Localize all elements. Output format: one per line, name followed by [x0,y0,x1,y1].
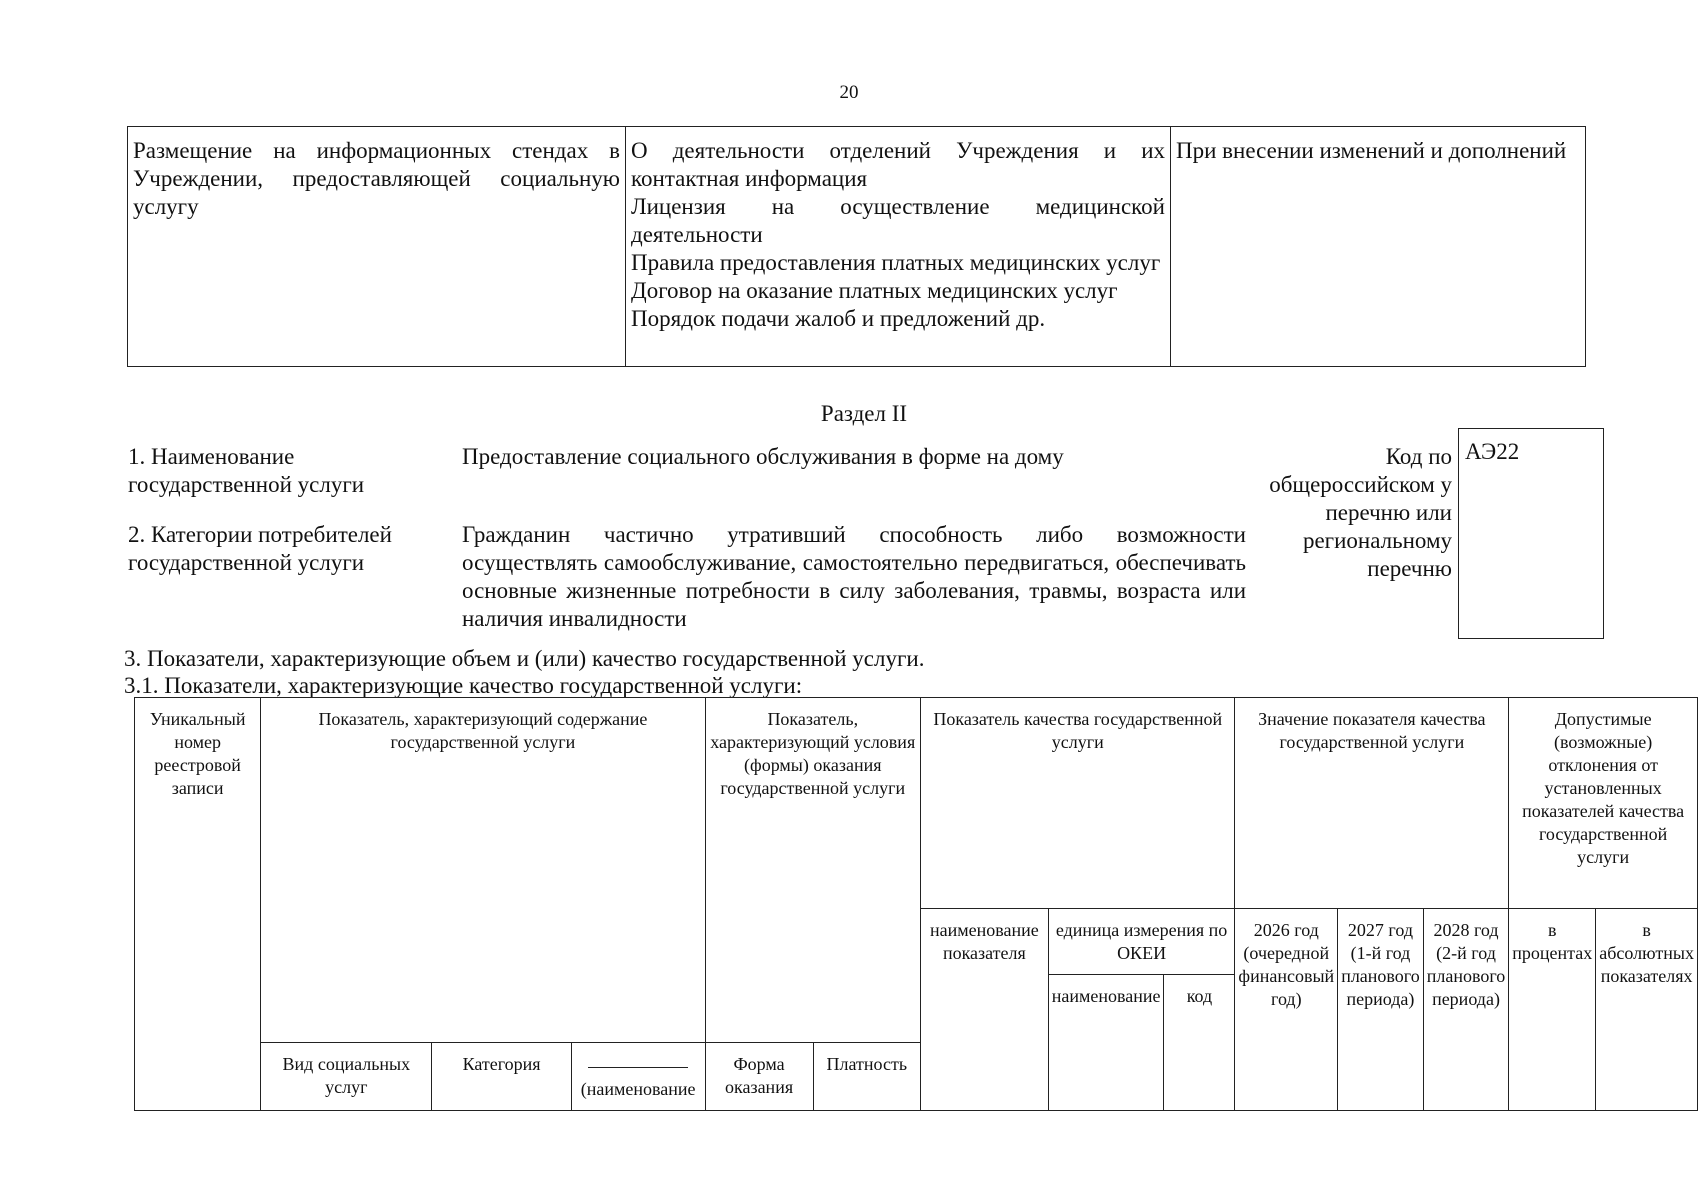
col-indicator-value: Значение показателя качества государственной услуги [1235,698,1509,909]
consumer-category-value: Гражданин частично утративший способность либо возможности осуществлять самообслуживание, самостоятельно передвигаться, обеспечивать основные жизненные потребности в силу заболевания, травмы, возраста или наличия инвалидности [462,522,1246,631]
content-item: О деятельности отделений Учреждения и их контактная информация [631,138,1165,191]
col-unit-code: код [1164,975,1235,1111]
quality-indicators-heading: 3.1. Показатели, характеризующие качество государственной услуги: [124,673,803,698]
placement-method-cell: Размещение на информационных стендах в Учреждении, предоставляющей социальную услугу [128,127,626,367]
col-year-2026: 2026 год (очередной финансовый год) [1235,909,1338,1111]
page-number: 20 [839,82,859,103]
registry-code-label: Код по общероссийском у перечню или региональному перечню [1269,444,1452,581]
col-conditions-indicator: Показатель, характеризующий условия (формы) оказания государственной услуги [705,698,921,1043]
blank-line [588,1053,688,1068]
col-unit-name: наименование [1048,975,1164,1111]
quality-indicators-table [134,697,1698,1111]
update-frequency-cell: При внесении изменений и дополнений [1171,127,1586,367]
consumer-category-label: 2. Категории потребителей государственной услуги [128,522,392,575]
section-title: Раздел II [820,401,908,426]
col-unique-number: Уникальный номер реестровой записи [135,698,261,1111]
indicators-heading: 3. Показатели, характеризующие объем и (или) качество государственной услуги. [124,646,925,671]
col-form: Форма оказания [705,1043,813,1111]
registry-code-box [1458,428,1604,639]
col-quality-indicator: Показатель качества государственной услуги [921,698,1235,909]
col-year-2028: 2028 год (2-й год планового периода) [1423,909,1509,1111]
col-unit-okei: единица измерения по ОКЕИ [1048,909,1235,975]
col-service-type: Вид социальных услуг [261,1043,432,1111]
col-payment: Платность [813,1043,920,1111]
content-item: Правила предоставления платных медицинских услуг [631,250,1161,275]
content-item: Лицензия на осуществление медицинской деятельности [631,194,1165,247]
registry-code-value: АЭ22 [1465,439,1520,464]
col-year-2027: 2027 год (1-й год планового периода) [1338,909,1424,1111]
placement-content-cell [626,127,1171,367]
col-content-indicator: Показатель, характеризующий содержание государственной услуги [261,698,705,1043]
content-item: Порядок подачи жалоб и предложений др. [631,306,1046,331]
col-deviation-absolute: в абсолютных показателях [1596,909,1698,1111]
col-allowed-deviation: Допустимые (возможные) отклонения от установленных показателей качества государственной услуги [1509,698,1698,909]
col-deviation-percent: в процентах [1509,909,1596,1111]
col-indicator-name: наименование показателя [921,909,1049,1111]
info-placement-table [127,126,1586,367]
col-category: Категория [432,1043,571,1111]
service-name-label: 1. Наименование государственной услуги [128,444,365,497]
content-item: Договор на оказание платных медицинских услуг [631,278,1118,303]
col-name-blank-label: (наименование [580,1079,696,1099]
service-name-value: Предоставление социального обслуживания в форме на дому [462,444,1064,469]
col-name-blank [571,1043,705,1111]
